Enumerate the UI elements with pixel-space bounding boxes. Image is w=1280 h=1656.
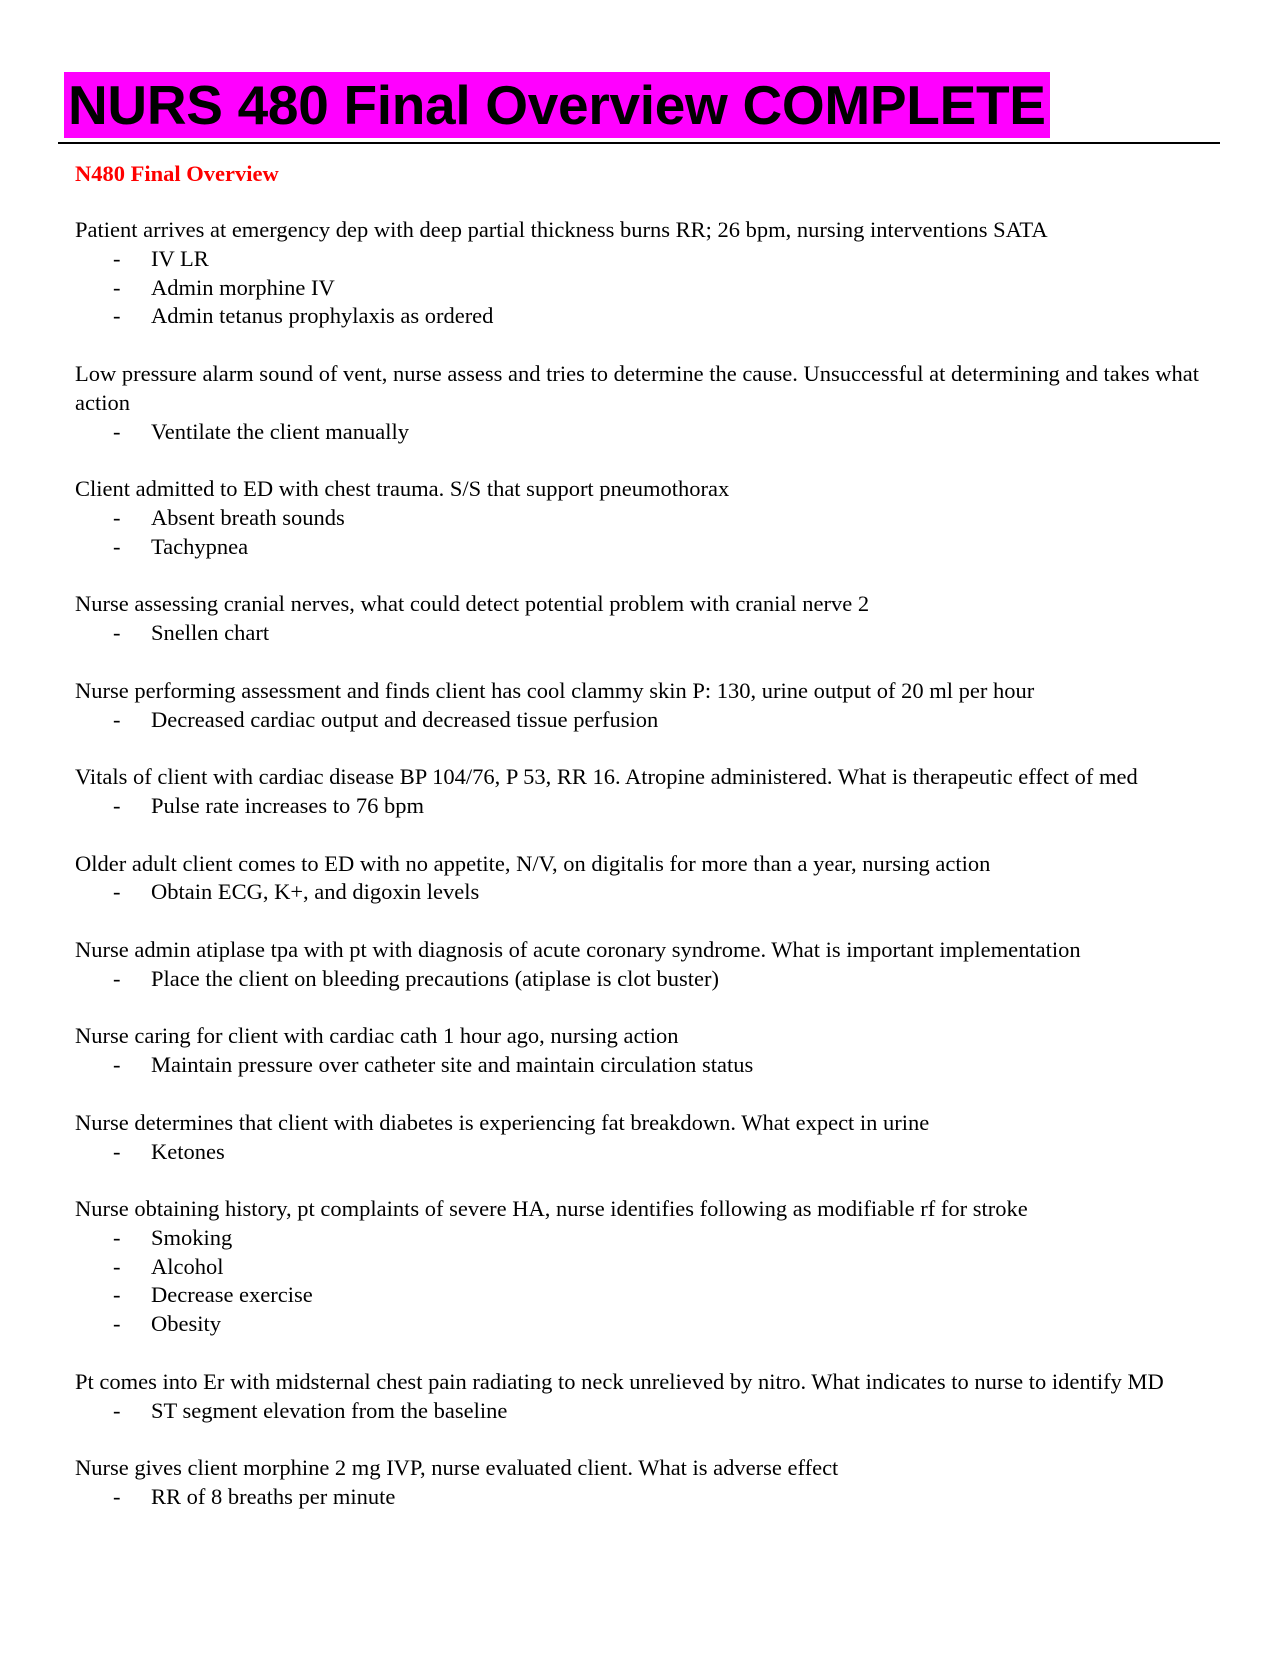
answer-list bbox=[75, 619, 1210, 648]
answer-item bbox=[75, 1483, 1210, 1512]
answer-item bbox=[75, 965, 1210, 994]
qa-block bbox=[75, 1454, 1210, 1512]
answer-text: Alcohol bbox=[151, 1253, 224, 1279]
answer-list bbox=[75, 1138, 1210, 1167]
dash-bullet: - bbox=[113, 879, 121, 905]
answer-item bbox=[75, 619, 1210, 648]
answer-text: Obesity bbox=[151, 1311, 221, 1337]
answer-item bbox=[75, 1138, 1210, 1167]
answer-list bbox=[75, 245, 1210, 331]
answer-item bbox=[75, 878, 1210, 907]
qa-block bbox=[75, 216, 1210, 331]
question-text: Patient arrives at emergency dep with deep partial thickness burns RR; 26 bpm, nursing interventions SATA bbox=[75, 217, 1048, 242]
answer-item bbox=[75, 504, 1210, 533]
page-title: NURS 480 Final Overview COMPLETE bbox=[64, 72, 1050, 138]
answer-text: Ketones bbox=[151, 1138, 225, 1164]
title-bar bbox=[58, 72, 1220, 144]
qa-block bbox=[75, 677, 1210, 735]
dash-bullet: - bbox=[113, 245, 121, 271]
dash-bullet: - bbox=[113, 533, 121, 559]
dash-bullet: - bbox=[113, 1484, 121, 1510]
answer-text: Snellen chart bbox=[151, 620, 270, 646]
answer-text: Tachypnea bbox=[151, 533, 249, 559]
answer-list bbox=[75, 706, 1210, 735]
answer-item bbox=[75, 792, 1210, 821]
question-text: Client admitted to ED with chest trauma. S/S that support pneumothorax bbox=[75, 476, 730, 502]
section-subtitle: N480 Final Overview bbox=[75, 161, 279, 186]
answer-item bbox=[75, 1397, 1210, 1426]
answer-item bbox=[75, 706, 1210, 735]
answer-text: Place the client on bleeding precautions (atiplase is clot buster) bbox=[151, 965, 719, 991]
answer-text: Ventilate the client manually bbox=[151, 418, 410, 444]
answer-item bbox=[75, 1051, 1210, 1080]
dash-bullet: - bbox=[113, 1311, 121, 1337]
answer-text: Smoking bbox=[151, 1224, 233, 1250]
question-text: Pt comes into Er with midsternal chest pain radiating to neck unrelieved by nitro. What indicates to nurse to identify MD bbox=[75, 1368, 1164, 1394]
answer-text: Absent breath sounds bbox=[151, 504, 345, 530]
dash-bullet: - bbox=[113, 1052, 121, 1078]
dash-bullet: - bbox=[113, 792, 121, 818]
qa-block bbox=[75, 590, 1210, 648]
answer-item bbox=[75, 1253, 1210, 1282]
question-text: Older adult client comes to ED with no appetite, N/V, on digitalis for more than a year, nursing action bbox=[75, 850, 991, 876]
qa-block bbox=[75, 1022, 1210, 1080]
answer-list bbox=[75, 1397, 1210, 1426]
dash-bullet: - bbox=[113, 1253, 121, 1279]
qa-block bbox=[75, 360, 1210, 446]
answer-text: Obtain ECG, K+, and digoxin levels bbox=[151, 879, 480, 905]
qa-block bbox=[75, 850, 1210, 908]
qa-block bbox=[75, 1195, 1210, 1339]
answer-list bbox=[75, 878, 1210, 907]
question-text: Nurse determines that client with diabetes is experiencing fat breakdown. What expect in urine bbox=[75, 1109, 930, 1135]
answer-text: Admin tetanus prophylaxis as ordered bbox=[151, 303, 494, 329]
qa-list bbox=[75, 216, 1210, 1541]
answer-item bbox=[75, 1281, 1210, 1310]
answer-item bbox=[75, 274, 1210, 303]
answer-item bbox=[75, 533, 1210, 562]
question-text: Nurse assessing cranial nerves, what could detect potential problem with cranial nerve 2 bbox=[75, 591, 870, 617]
dash-bullet: - bbox=[113, 274, 121, 300]
answer-list bbox=[75, 418, 1210, 447]
qa-block bbox=[75, 475, 1210, 561]
question-text: Nurse gives client morphine 2 mg IVP, nurse evaluated client. What is adverse effect bbox=[75, 1455, 839, 1481]
dash-bullet: - bbox=[113, 418, 121, 444]
answer-list bbox=[75, 1483, 1210, 1512]
dash-bullet: - bbox=[113, 1282, 121, 1308]
qa-block bbox=[75, 1368, 1210, 1426]
answer-text: Decrease exercise bbox=[151, 1282, 313, 1308]
answer-text: Admin morphine IV bbox=[151, 274, 335, 300]
dash-bullet: - bbox=[113, 706, 121, 732]
qa-block bbox=[75, 936, 1210, 994]
question-text: Low pressure alarm sound of vent, nurse assess and tries to determine the cause. Unsuccessful at determining and takes what action bbox=[75, 360, 1200, 415]
dash-bullet: - bbox=[113, 303, 121, 329]
answer-list bbox=[75, 965, 1210, 994]
qa-block bbox=[75, 1109, 1210, 1167]
dash-bullet: - bbox=[113, 1224, 121, 1250]
qa-block bbox=[75, 763, 1210, 821]
answer-list bbox=[75, 1224, 1210, 1339]
answer-text: Decreased cardiac output and decreased tissue perfusion bbox=[151, 706, 659, 732]
answer-list bbox=[75, 504, 1210, 562]
question-text: Nurse obtaining history, pt complaints of severe HA, nurse identifies following as modifiable rf for stroke bbox=[75, 1196, 1028, 1222]
dash-bullet: - bbox=[113, 620, 121, 646]
answer-list bbox=[75, 792, 1210, 821]
answer-text: RR of 8 breaths per minute bbox=[151, 1484, 396, 1510]
answer-item bbox=[75, 1224, 1210, 1253]
answer-text: ST segment elevation from the baseline bbox=[151, 1397, 508, 1423]
answer-text: Pulse rate increases to 76 bpm bbox=[151, 792, 425, 818]
answer-text: IV LR bbox=[151, 245, 209, 271]
dash-bullet: - bbox=[113, 1138, 121, 1164]
answer-item bbox=[75, 302, 1210, 331]
question-text: Nurse caring for client with cardiac cath 1 hour ago, nursing action bbox=[75, 1023, 679, 1049]
answer-list bbox=[75, 1051, 1210, 1080]
answer-item bbox=[75, 418, 1210, 447]
question-text: Vitals of client with cardiac disease BP 104/76, P 53, RR 16. Atropine administered. What is therapeutic effect of med bbox=[75, 764, 1138, 790]
dash-bullet: - bbox=[113, 965, 121, 991]
dash-bullet: - bbox=[113, 504, 121, 530]
answer-item bbox=[75, 245, 1210, 274]
dash-bullet: - bbox=[113, 1397, 121, 1423]
answer-item bbox=[75, 1310, 1210, 1339]
question-text: Nurse admin atiplase tpa with pt with diagnosis of acute coronary syndrome. What is important implementation bbox=[75, 936, 1081, 962]
question-text: Nurse performing assessment and finds client has cool clammy skin P: 130, urine output of 20 ml per hour bbox=[75, 677, 1035, 703]
answer-text: Maintain pressure over catheter site and maintain circulation status bbox=[151, 1052, 754, 1078]
